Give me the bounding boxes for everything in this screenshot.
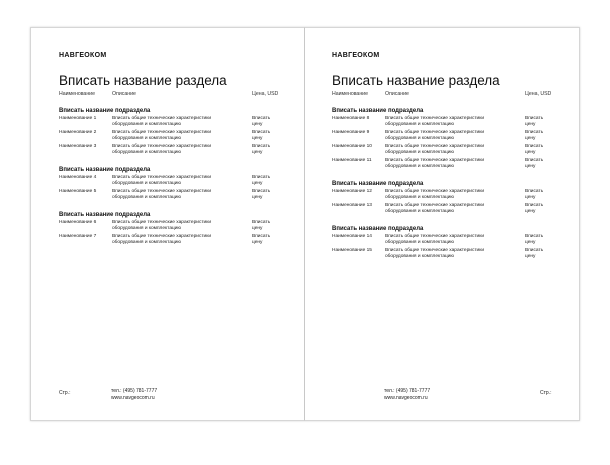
- footer-site: www.navgeocom.ru: [111, 395, 155, 401]
- column-header-price: Цена, USD: [252, 91, 279, 97]
- item-price-line: Вписать: [252, 130, 271, 135]
- subsection: [59, 211, 287, 248]
- item-price-line: цену: [252, 122, 263, 127]
- item-price: [525, 189, 560, 203]
- item-description: [112, 175, 252, 189]
- table-row: [59, 220, 287, 234]
- item-description-line: Вписать общие технические характеристики: [112, 175, 211, 180]
- table-row: [332, 189, 560, 203]
- item-price: [252, 175, 287, 189]
- subsection: [59, 107, 287, 158]
- item-name: Наименование 13: [332, 203, 372, 208]
- table-row: [332, 130, 560, 144]
- page-number-label: Стр.:: [59, 390, 71, 396]
- item-price: [525, 116, 560, 130]
- item-price: [252, 220, 287, 234]
- item-description-line: оборудования и комплектацию: [385, 164, 455, 169]
- subsection-title: Вписать название подраздела: [59, 212, 151, 218]
- item-description-line: Вписать общие технические характеристики: [385, 234, 484, 239]
- column-header-description: Описание: [385, 91, 409, 97]
- brand-logo: НАВГЕОКОМ: [332, 52, 380, 59]
- table-row: [59, 116, 287, 130]
- item-price-line: Вписать: [525, 234, 544, 239]
- item-description-line: оборудования и комплектацию: [112, 181, 182, 186]
- item-price: [525, 144, 560, 158]
- item-name: Наименование 10: [332, 144, 372, 149]
- item-description-line: оборудования и комплектацию: [385, 254, 455, 259]
- item-description-line: оборудования и комплектацию: [385, 122, 455, 127]
- brand-logo: НАВГЕОКОМ: [59, 52, 107, 59]
- item-name: Наименование 12: [332, 189, 372, 194]
- item-price-line: цену: [525, 195, 536, 200]
- item-name: Наименование 4: [59, 175, 97, 180]
- table-row: [332, 234, 560, 248]
- item-price-line: Вписать: [252, 234, 271, 239]
- footer-phone: тел.: (495) 781-7777: [384, 388, 431, 394]
- item-name: Наименование 2: [59, 130, 97, 135]
- item-description-line: Вписать общие технические характеристики: [385, 248, 484, 253]
- item-description-line: Вписать общие технические характеристики: [112, 234, 211, 239]
- table-row: [332, 116, 560, 130]
- column-header-price: Цена, USD: [525, 91, 552, 97]
- item-price-line: цену: [252, 226, 263, 231]
- item-price-line: Вписать: [252, 220, 271, 225]
- item-description: [112, 234, 252, 248]
- item-name: Наименование 8: [332, 116, 370, 121]
- item-price: [525, 234, 560, 248]
- item-price-line: Вписать: [525, 203, 544, 208]
- item-description: [112, 220, 252, 234]
- item-description-line: Вписать общие технические характеристики: [385, 189, 484, 194]
- item-description-line: оборудования и комплектацию: [112, 150, 182, 155]
- item-description-line: оборудования и комплектацию: [112, 136, 182, 141]
- item-price: [252, 144, 287, 158]
- footer-contacts: [111, 388, 157, 402]
- item-price: [525, 248, 560, 262]
- item-description-line: оборудования и комплектацию: [385, 240, 455, 245]
- column-header-name: Наименование: [332, 91, 368, 97]
- item-price-line: цену: [252, 136, 263, 141]
- footer-contacts: [384, 388, 430, 402]
- table-row: [332, 158, 560, 172]
- item-description-line: оборудования и комплектацию: [385, 136, 455, 141]
- item-description: [385, 158, 525, 172]
- item-name: Наименование 3: [59, 144, 97, 149]
- item-price-line: цену: [525, 240, 536, 245]
- item-price-line: Вписать: [252, 116, 271, 121]
- item-description: [385, 130, 525, 144]
- table-row: [59, 175, 287, 189]
- item-name: Наименование 1: [59, 116, 97, 121]
- item-name: Наименование 15: [332, 248, 372, 253]
- item-description-line: Вписать общие технические характеристики: [112, 130, 211, 135]
- item-price-line: цену: [525, 254, 536, 259]
- item-price: [252, 116, 287, 130]
- item-name: Наименование 7: [59, 234, 97, 239]
- item-price: [252, 130, 287, 144]
- item-price-line: Вписать: [525, 130, 544, 135]
- footer-site: www.navgeocom.ru: [384, 395, 428, 401]
- item-price: [525, 203, 560, 217]
- item-description-line: оборудования и комплектацию: [112, 195, 182, 200]
- sections: [332, 107, 560, 262]
- item-price-line: Вписать: [252, 189, 271, 194]
- item-price-line: цену: [252, 150, 263, 155]
- subsection-title: Вписать название подраздела: [332, 108, 424, 114]
- item-price: [525, 158, 560, 172]
- table-row: [59, 234, 287, 248]
- item-description-line: оборудования и комплектацию: [385, 150, 455, 155]
- item-description-line: оборудования и комплектацию: [112, 240, 182, 245]
- table-row: [59, 189, 287, 203]
- item-description-line: Вписать общие технические характеристики: [112, 220, 211, 225]
- item-description-line: Вписать общие технические характеристики: [385, 144, 484, 149]
- item-description-line: оборудования и комплектацию: [385, 195, 455, 200]
- subsection-title: Вписать название подраздела: [59, 167, 151, 173]
- item-description-line: Вписать общие технические характеристики: [112, 144, 211, 149]
- item-name: Наименование 5: [59, 189, 97, 194]
- subsection-title: Вписать название подраздела: [332, 181, 424, 187]
- subsection-title: Вписать название подраздела: [59, 108, 151, 114]
- item-name: Наименование 14: [332, 234, 372, 239]
- column-headers: [59, 91, 287, 107]
- subsection: [332, 225, 560, 262]
- item-price-line: Вписать: [525, 144, 544, 149]
- item-price-line: Вписать: [525, 248, 544, 253]
- column-header-description: Описание: [112, 91, 136, 97]
- item-price-line: цену: [525, 209, 536, 214]
- item-description-line: Вписать общие технические характеристики: [385, 158, 484, 163]
- item-description-line: оборудования и комплектацию: [112, 226, 182, 231]
- page-right: [305, 27, 580, 421]
- item-price-line: цену: [525, 150, 536, 155]
- item-price: [252, 189, 287, 203]
- item-description: [385, 189, 525, 203]
- item-description-line: Вписать общие технические характеристики: [385, 116, 484, 121]
- price-list: [332, 91, 560, 270]
- item-price-line: Вписать: [252, 144, 271, 149]
- item-price-line: цену: [252, 181, 263, 186]
- section-heading: Вписать название раздела: [332, 73, 500, 88]
- subsection-title: Вписать название подраздела: [332, 226, 424, 232]
- column-headers: [332, 91, 560, 107]
- item-description: [112, 189, 252, 203]
- table-row: [59, 130, 287, 144]
- item-description-line: Вписать общие технические характеристики: [112, 189, 211, 194]
- item-price-line: цену: [252, 240, 263, 245]
- footer-phone: тел.: (495) 781-7777: [111, 388, 158, 394]
- item-price-line: Вписать: [525, 116, 544, 121]
- price-list: [59, 91, 287, 256]
- document-spread: [30, 27, 580, 421]
- item-description: [112, 144, 252, 158]
- column-header-name: Наименование: [59, 91, 95, 97]
- subsection: [332, 107, 560, 172]
- table-row: [59, 144, 287, 158]
- item-name: Наименование 9: [332, 130, 370, 135]
- subsection: [59, 166, 287, 203]
- item-price-line: Вписать: [525, 189, 544, 194]
- item-name: Наименование 11: [332, 158, 372, 163]
- item-price-line: цену: [525, 136, 536, 141]
- item-description: [385, 248, 525, 262]
- item-description: [385, 116, 525, 130]
- item-description: [385, 203, 525, 217]
- section-heading: Вписать название раздела: [59, 73, 227, 88]
- item-price: [525, 130, 560, 144]
- item-description: [385, 144, 525, 158]
- item-description-line: Вписать общие технические характеристики: [112, 116, 211, 121]
- item-price-line: цену: [252, 195, 263, 200]
- item-description: [385, 234, 525, 248]
- item-description-line: оборудования и комплектацию: [112, 122, 182, 127]
- item-price-line: Вписать: [252, 175, 271, 180]
- item-price-line: Вписать: [525, 158, 544, 163]
- table-row: [332, 144, 560, 158]
- table-row: [332, 203, 560, 217]
- item-name: Наименование 6: [59, 220, 97, 225]
- sections: [59, 107, 287, 248]
- item-description-line: оборудования и комплектацию: [385, 209, 455, 214]
- table-row: [332, 248, 560, 262]
- item-price-line: цену: [525, 164, 536, 169]
- item-description-line: Вписать общие технические характеристики: [385, 203, 484, 208]
- item-description-line: Вписать общие технические характеристики: [385, 130, 484, 135]
- page-left: [30, 27, 305, 421]
- item-description: [112, 130, 252, 144]
- subsection: [332, 180, 560, 217]
- item-price: [252, 234, 287, 248]
- item-price-line: цену: [525, 122, 536, 127]
- page-number-label: Стр.:: [540, 390, 552, 396]
- item-description: [112, 116, 252, 130]
